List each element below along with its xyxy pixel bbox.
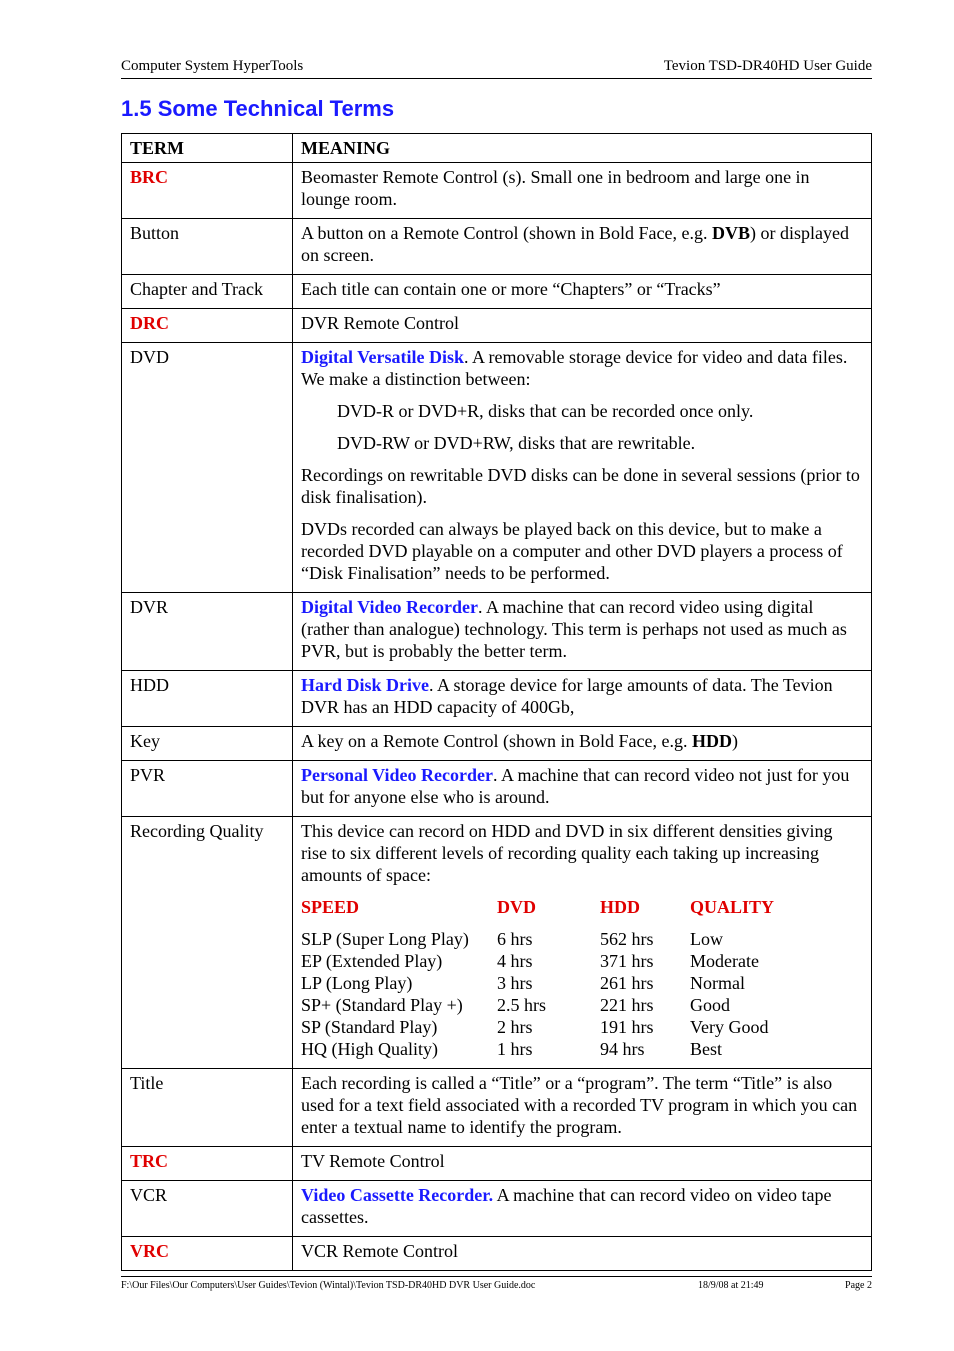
section-title: 1.5 Some Technical Terms (121, 96, 395, 121)
quality-header-row: SPEED DVD HDD QUALITY (301, 897, 775, 917)
meaning-cell: Each title can contain one or more “Chapters” or “Tracks” (293, 275, 872, 309)
term-link: Hard Disk Drive (301, 675, 429, 695)
quality-row: EP (Extended Play) 4 hrs 371 hrs Moderate (301, 951, 759, 971)
meaning-cell: Beomaster Remote Control (s). Small one in bedroom and large one in lounge room. (293, 163, 872, 219)
table-row (122, 1237, 872, 1271)
page-footer (121, 1276, 872, 1291)
page-header (121, 58, 872, 79)
table-row (122, 761, 872, 817)
table-row (122, 343, 872, 593)
table-row (122, 275, 872, 309)
quality-row: SP+ (Standard Play +) 2.5 hrs 221 hrs Good (301, 995, 730, 1015)
term-cell: Title (122, 1069, 293, 1147)
meaning-cell: Video Cassette Recorder. A machine that can record video on video tape cassettes. (293, 1181, 872, 1237)
quality-row: HQ (High Quality) 1 hrs 94 hrs Best (301, 1039, 723, 1059)
term-cell: BRC (122, 163, 293, 219)
table-row (122, 163, 872, 219)
table-header-row (122, 134, 872, 163)
term-link: Video Cassette Recorder. (301, 1185, 494, 1205)
term-cell: Recording Quality (122, 817, 293, 1069)
footer-date: 18/9/08 at 21:49 (698, 1280, 764, 1291)
table-row (122, 219, 872, 275)
term-cell: VRC (122, 1237, 293, 1271)
term-cell: Chapter and Track (122, 275, 293, 309)
meaning-cell: Personal Video Recorder. A machine that can record video not just for you but for anyone else who is around. (293, 761, 872, 817)
table-row (122, 1147, 872, 1181)
term-cell: TRC (122, 1147, 293, 1181)
meaning-cell: Hard Disk Drive. A storage device for large amounts of data. The Tevion DVR has an HDD capacity of 400Gb, (293, 671, 872, 727)
table-row (122, 593, 872, 671)
term-cell: Button (122, 219, 293, 275)
header-right: Tevion TSD-DR40HD User Guide (663, 58, 872, 74)
table-row (122, 671, 872, 727)
term-cell: DVR (122, 593, 293, 671)
meaning-cell: A button on a Remote Control (shown in Bold Face, e.g. DVB) or displayed on screen. (293, 219, 872, 275)
footer-path: F:\Our Files\Our Computers\User Guides\Tevion (Wintal)\Tevion TSD-DR40HD DVR User Guide.doc (121, 1280, 536, 1291)
term-cell: VCR (122, 1181, 293, 1237)
term-cell: PVR (122, 761, 293, 817)
terms-table (121, 133, 872, 1271)
table-row (122, 1181, 872, 1237)
term-link: Digital Versatile Disk (301, 347, 465, 367)
term-cell: DRC (122, 309, 293, 343)
term-link: Personal Video Recorder (301, 765, 493, 785)
meaning-cell: This device can record on HDD and DVD in six different densities giving rise to six different levels of recording quality each taking up increasing amounts of space: SPEED DVD HDD QUALITY SLP (Super Long Play) 6 hrs 562 hrs Low EP (Extended Play) 4 hrs 371 hrs Moderate LP (Long Play) 3 hrs 261 hrs Normal SP+ (Standard Play +) 2.5 hrs 221 hrs Good SP (Standard Play) 2 hrs 191 hrs Very Good HQ (High Quality) 1 hrs 94 hrs Best (293, 817, 872, 1069)
table-row (122, 309, 872, 343)
meaning-cell: Digital Versatile Disk. A removable storage device for video and data files. We make a distinction between: DVD-R or DVD+R, disks that can be recorded once only. DVD-RW or DVD+RW, disks that are rewritable. Recordings on rewritable DVD disks can be done in several sessions (prior to disk finalisation). DVDs recorded can always be played back on this device, but to make a recorded DVD playable on a computer and other DVD players a process of “Disk Finalisation” needs to be performed. (293, 343, 872, 593)
meaning-header: MEANING (293, 134, 872, 163)
term-cell: HDD (122, 671, 293, 727)
meaning-cell: VCR Remote Control (293, 1237, 872, 1271)
table-row (122, 1069, 872, 1147)
footer-page: Page 2 (845, 1280, 872, 1291)
meaning-cell: Digital Video Recorder. A machine that can record video using digital (rather than analogue) technology. This term is perhaps not used as much as PVR, but is probably the better term. (293, 593, 872, 671)
quality-row: LP (Long Play) 3 hrs 261 hrs Normal (301, 973, 745, 993)
quality-row: SLP (Super Long Play) 6 hrs 562 hrs Low (301, 929, 723, 949)
term-header: TERM (122, 134, 293, 163)
header-left: Computer System HyperTools (121, 58, 304, 74)
meaning-cell: TV Remote Control (293, 1147, 872, 1181)
term-cell: DVD (122, 343, 293, 593)
term-cell: Key (122, 727, 293, 761)
term-link: Digital Video Recorder (301, 597, 478, 617)
meaning-cell: Each recording is called a “Title” or a “program”. The term “Title” is also used for a text field associated with a recorded TV program in which you can enter a textual name to identify the program. (293, 1069, 872, 1147)
meaning-cell: DVR Remote Control (293, 309, 872, 343)
quality-table (301, 896, 774, 1060)
quality-row: SP (Standard Play) 2 hrs 191 hrs Very Good (301, 1017, 769, 1037)
table-row (122, 817, 872, 1069)
table-row (122, 727, 872, 761)
meaning-cell: A key on a Remote Control (shown in Bold Face, e.g. HDD) (293, 727, 872, 761)
